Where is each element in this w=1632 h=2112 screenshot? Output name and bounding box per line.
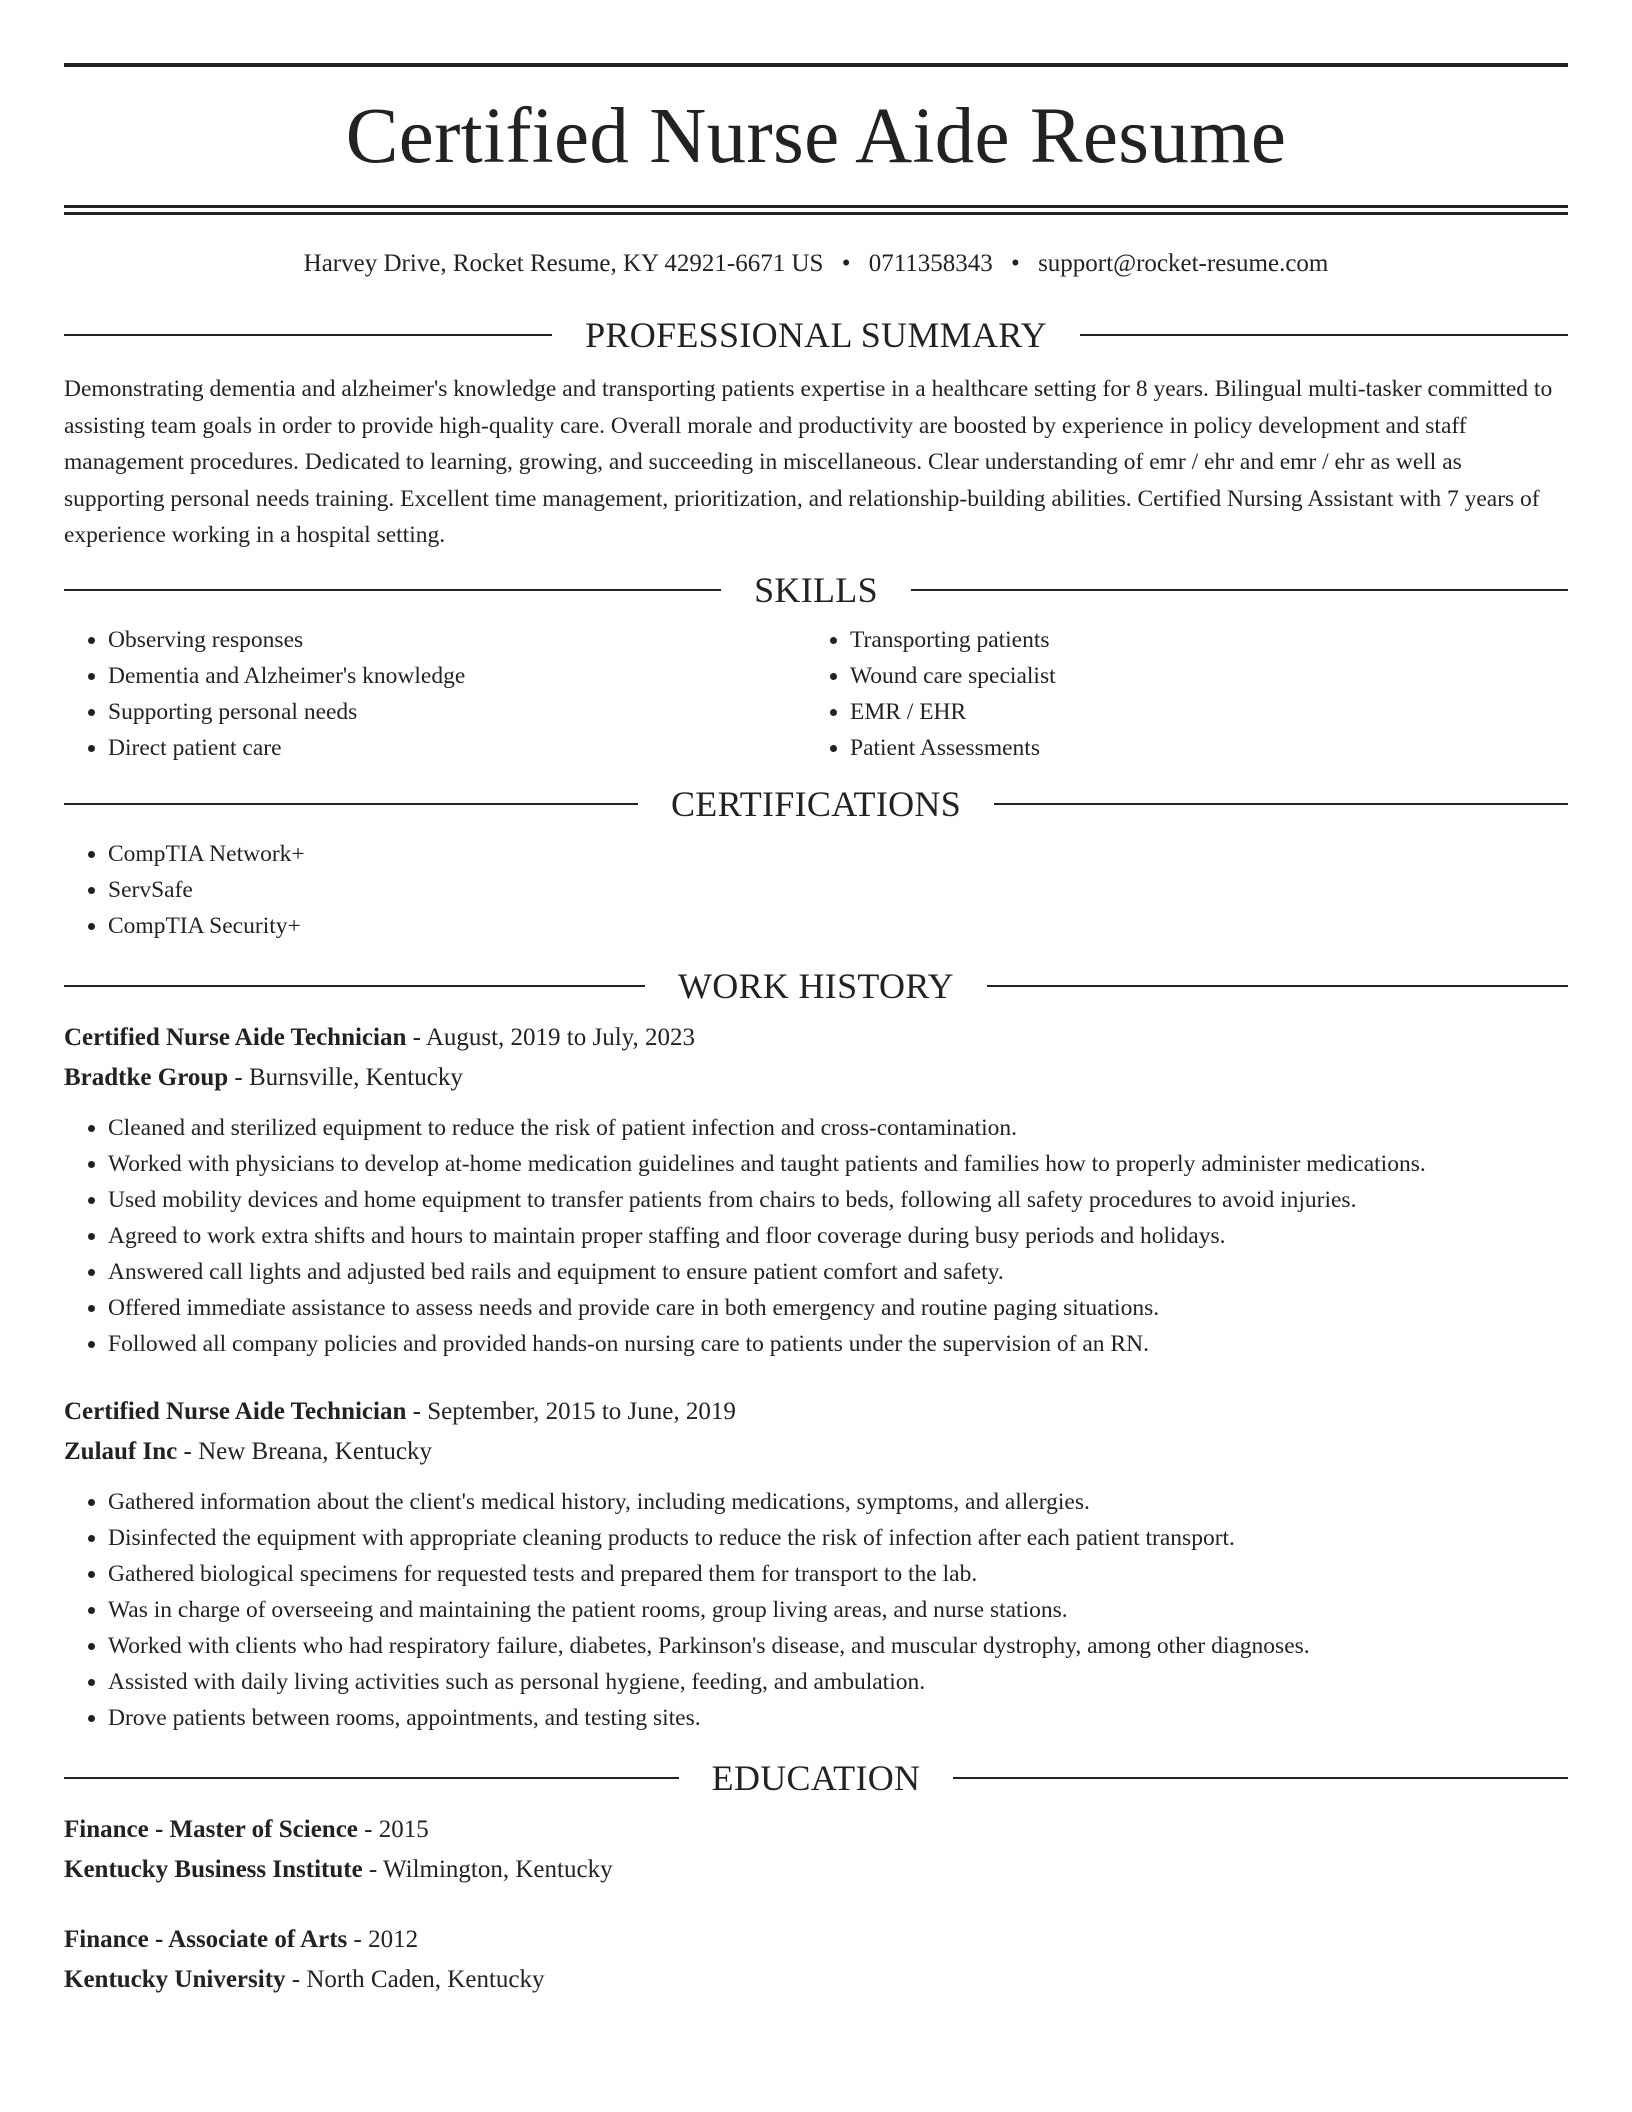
job-dates: September, 2015 to June, 2019 — [427, 1397, 736, 1425]
job-entry — [64, 1018, 1568, 1362]
job-bullet: • Drove patients between rooms, appointments, and testing sites. — [108, 1700, 1568, 1736]
education-degree-line — [64, 1810, 1568, 1850]
job-bullet: • Gathered information about the client's medical history, including medications, symptoms, and allergies. — [108, 1484, 1568, 1520]
job-bullet: • Agreed to work extra shifts and hours to maintain proper staffing and floor coverage during busy periods and holidays. — [108, 1218, 1568, 1254]
heading-rule-right — [1080, 334, 1568, 336]
contact-email: support@rocket-resume.com — [1038, 250, 1329, 277]
job-bullet: • Answered call lights and adjusted bed rails and equipment to ensure patient comfort and safety. — [108, 1254, 1568, 1290]
summary-text: Demonstrating dementia and alzheimer's knowledge and transporting patients expertise in a healthcare setting for 8 years. Bilingual multi-tasker committed to assisting team goals in order to provide high-quality care. Overall morale and productivity are boosted by experience in policy development and staff management procedures. Dedicated to learning, growing, and succeeding in miscellaneous. Clear understanding of emr / ehr and emr / ehr as well as supporting personal needs training. Excellent time management, prioritization, and relationship-building abilities. Certified Nursing Assistant with 7 years of experience working in a hospital setting. — [64, 376, 1553, 548]
job-bullet: • Assisted with daily living activities such as personal hygiene, feeding, and ambulation. — [108, 1664, 1568, 1700]
job-bullet: • Gathered biological specimens for requested tests and prepared them for transport to the lab. — [108, 1556, 1568, 1592]
heading-rule-left — [64, 985, 645, 987]
job-entry — [64, 1392, 1568, 1736]
education-school-line — [64, 1960, 1568, 2000]
job-location: Burnsville, Kentucky — [248, 1063, 463, 1091]
skill-item: • Supporting personal needs — [108, 694, 806, 730]
heading-rule-left — [64, 1777, 679, 1779]
job-bullet: • Was in charge of overseeing and maintaining the patient rooms, group living areas, and nurse stations. — [108, 1592, 1568, 1628]
contact-phone: 0711358343 — [868, 250, 993, 277]
education-entry — [64, 1920, 1568, 2000]
resume-title: Certified Nurse Aide Resume — [345, 93, 1287, 180]
job-location: New Breana, Kentucky — [198, 1437, 432, 1465]
summary-heading-label: PROFESSIONAL SUMMARY — [585, 315, 1047, 355]
dash: - — [357, 1815, 379, 1843]
job-title-line — [64, 1392, 1568, 1432]
dash: - — [177, 1437, 199, 1465]
job-title: Certified Nurse Aide Technician — [64, 1023, 407, 1051]
job-bullet: • Cleaned and sterilized equipment to reduce the risk of patient infection and cross-contamination. — [108, 1110, 1568, 1146]
resume-page — [64, 0, 1568, 2000]
contact-line — [64, 249, 1568, 279]
skills-grid — [64, 622, 1568, 766]
education-degree: Finance - Associate of Arts — [64, 1925, 348, 1953]
job-company-line — [64, 1058, 1568, 1098]
job-bullet: • Worked with physicians to develop at-home medication guidelines and taught patients and families how to properly administer medications. — [108, 1146, 1568, 1182]
job-bullet: • Worked with clients who had respiratory failure, diabetes, Parkinson's disease, and muscular dystrophy, among other diagnoses. — [108, 1628, 1568, 1664]
skill-item: • Direct patient care — [108, 730, 806, 766]
heading-rule-left — [64, 334, 552, 336]
skills-column-right — [806, 622, 1548, 766]
certification-item: • CompTIA Security+ — [108, 908, 1568, 944]
skill-item: • EMR / EHR — [850, 694, 1548, 730]
contact-separator: • — [841, 250, 851, 277]
dash: - — [228, 1063, 249, 1091]
dash: - — [406, 1023, 426, 1051]
heading-rule-left — [64, 589, 721, 591]
skill-item: • Wound care specialist — [850, 658, 1548, 694]
dash: - — [362, 1855, 384, 1883]
education-heading-label: EDUCATION — [711, 1757, 921, 1798]
job-bullets — [64, 1484, 1568, 1736]
title-double-rule — [64, 205, 1568, 215]
job-company-line — [64, 1432, 1568, 1472]
education-school-line — [64, 1850, 1568, 1890]
job-company: Bradtke Group — [64, 1063, 229, 1091]
job-title-line — [64, 1018, 1568, 1058]
job-bullet: • Offered immediate assistance to assess needs and provide care in both emergency and routine paging situations. — [108, 1290, 1568, 1326]
skills-heading — [64, 570, 1568, 610]
work-history-heading-label: WORK HISTORY — [678, 965, 954, 1006]
certifications-heading — [64, 784, 1568, 824]
education-school: Kentucky University — [64, 1965, 286, 1993]
skill-item: • Observing responses — [108, 622, 806, 658]
certification-item: • CompTIA Network+ — [108, 836, 1568, 872]
education-year: 2012 — [368, 1925, 419, 1953]
job-title: Certified Nurse Aide Technician — [64, 1397, 407, 1425]
contact-address: Harvey Drive, Rocket Resume, KY 42921-6671 US — [303, 250, 824, 277]
job-bullets — [64, 1110, 1568, 1362]
education-heading — [64, 1758, 1568, 1798]
job-bullet: • Followed all company policies and provided hands-on nursing care to patients under the supervision of an RN. — [108, 1326, 1568, 1362]
dash: - — [285, 1965, 307, 1993]
work-history-heading — [64, 966, 1568, 1006]
education-school: Kentucky Business Institute — [64, 1855, 363, 1883]
top-rule — [64, 63, 1568, 67]
skill-item: • Transporting patients — [850, 622, 1548, 658]
certifications-heading-label: CERTIFICATIONS — [670, 783, 962, 824]
education-location: Wilmington, Kentucky — [383, 1855, 613, 1883]
education-location: North Caden, Kentucky — [306, 1965, 545, 1993]
education-year: 2015 — [378, 1815, 429, 1843]
heading-rule-right — [911, 589, 1568, 591]
dash: - — [347, 1925, 369, 1953]
job-company: Zulauf Inc — [64, 1437, 178, 1465]
job-bullet: • Disinfected the equipment with appropriate cleaning products to reduce the risk of infection after each patient transport. — [108, 1520, 1568, 1556]
contact-separator: • — [1011, 250, 1020, 277]
education-degree: Finance - Master of Science — [64, 1815, 358, 1843]
heading-rule-right — [994, 803, 1568, 805]
skill-item: • Dementia and Alzheimer's knowledge — [108, 658, 806, 694]
heading-rule-right — [953, 1777, 1568, 1779]
summary-heading — [64, 315, 1568, 355]
heading-rule-left — [64, 803, 638, 805]
heading-rule-right — [987, 985, 1568, 987]
certifications-list — [64, 836, 1568, 944]
dash: - — [406, 1397, 428, 1425]
education-entry — [64, 1810, 1568, 1890]
education-degree-line — [64, 1920, 1568, 1960]
job-bullet: • Used mobility devices and home equipment to transfer patients from chairs to beds, following all safety procedures to avoid injuries. — [108, 1182, 1568, 1218]
certification-item: • ServSafe — [108, 872, 1568, 908]
job-dates: August, 2019 to July, 2023 — [425, 1023, 696, 1051]
skills-heading-label: SKILLS — [754, 569, 878, 610]
skill-item: • Patient Assessments — [850, 730, 1548, 766]
skills-column-left — [64, 622, 806, 766]
